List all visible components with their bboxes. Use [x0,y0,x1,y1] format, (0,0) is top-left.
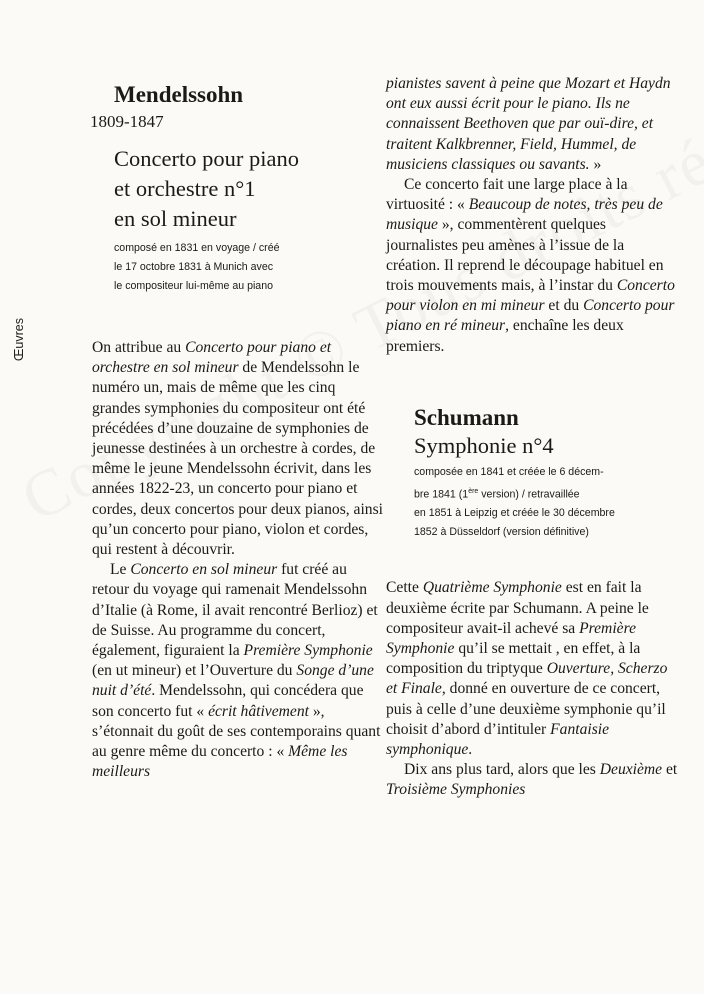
schumann-heading: Schumann [414,404,519,430]
right-column [386,74,680,801]
body-paragraph: Ce concerto fait une large place à la virtuosité : « Beaucoup de notes, très peu de musique », commentèrent quelques journalistes peu amènes à l’issue de la création. Il reprend le découpage habituel en trois mouvements mais, à l’instar du Concerto pour violon en mi mineur et du Concerto pour piano en ré mineur, enchaîne les deux premiers. [386,176,675,355]
credit-line: le compositeur lui-même au piano [114,280,273,292]
credit-line: 1852 à Düsseldorf (version définitive) [414,526,589,539]
schumann-credits [386,463,680,543]
body-paragraph: On attribue au Concerto pour piano et orchestre en sol mineur de Mendelssohn le numéro un, mais de même que les cinq grandes symphonies du compositeur ont été précédées d’une douzaine de symphonies de jeunesse destinées à un orchestre à cordes, de même le jeune Mendelssohn écrivit, dans les années 1822-23, un concerto pour piano et cordes, deux concertos pour deux pianos, ainsi qu’un concerto pour piano, violon et cordes, qui restent à découvrir. [92,339,384,559]
credit-line: composée en 1841 et créée le 6 décem- [414,465,604,478]
body-paragraph: Le Concerto en sol mineur fut créé au retour du voyage qui ramenait Mendelssohn d’Italie (à Rome, il avait rencontré Berlioz) et de Suisse. Au programme du concert, également, figuraient la Première Symphonie (en ut mineur) et l’Ouverture du Songe d’une nuit d’été. Mendelssohn, qui concédera que son concerto fut « écrit hâtivement », s’étonnait du goût de ses contemporains quant au genre même du concerto : « Même les meilleurs [92,561,381,781]
mendelssohn-credits [92,239,384,296]
work-title-line: en sol mineur [114,206,237,231]
credit-line: le 17 octobre 1831 à Munich avec [114,261,274,273]
section-side-label: Œuvres [12,318,26,362]
mendelssohn-years: 1809-1847 [90,112,164,131]
body-paragraph: Cette Quatrième Symphonie est en fait la deuxième écrite par Schumann. A peine le compositeur avait-il achevé sa Première Symphonie qu’il se mettait , en effet, à la composition du triptyque Ouverture, Scherzo et Finale, donné en ouverture de ce concert, puis à celle d’une deuxième symphonie qu’il choisit d’abord d’intituler Fantaisie symphonique. [386,579,668,758]
mendelssohn-body [92,338,384,782]
body-paragraph: pianistes savent à peine que Mozart et Haydn ont eux aussi écrit pour le piano. Ils ne connaissent Beethoven que par ouï-dire, et traitent Kalkbrenner, Field, Hummel, de musiciens classiques ou savants. » [386,75,671,173]
mendelssohn-body-continued [386,74,680,357]
credit-line: en 1851 à Leipzig et créée le 30 décembre [414,507,615,520]
body-paragraph: Dix ans plus tard, alors que les Deuxième et Troisième Symphonies [386,761,678,799]
mendelssohn-heading: Mendelssohn [114,82,244,107]
work-title-line: Concerto pour piano [114,146,299,171]
mendelssohn-work-title [92,144,384,234]
schumann-work-title: Symphonie n°4 [414,432,554,458]
schumann-section [386,405,680,801]
credit-line: composé en 1831 en voyage / créé [114,242,280,254]
left-column [92,82,384,782]
schumann-body [386,578,680,800]
work-title-line: et orchestre n°1 [114,176,256,201]
credit-line: bre 1841 (1ère version) / retravaillée [414,487,580,501]
